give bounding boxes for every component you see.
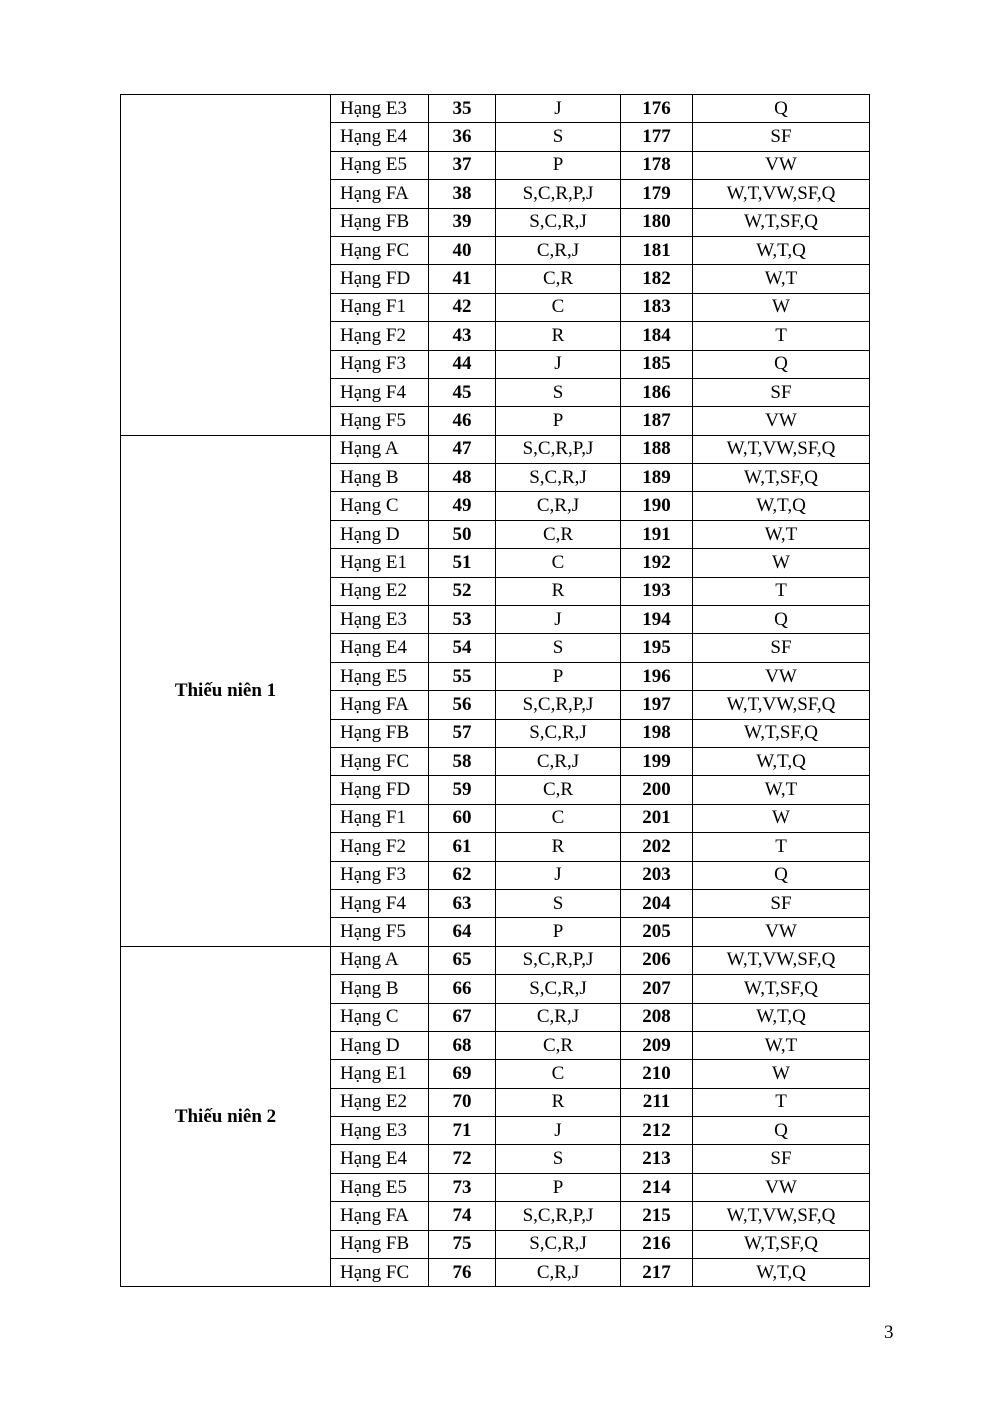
event-codes-cell: R — [496, 833, 621, 861]
class-cell: Hạng F4 — [331, 889, 429, 917]
event-number-cell: 207 — [621, 975, 693, 1003]
event-number-cell: 39 — [429, 208, 496, 236]
event-number-cell: 55 — [429, 662, 496, 690]
event-codes-cell: SF — [693, 634, 870, 662]
class-cell: Hạng E5 — [331, 151, 429, 179]
event-number-cell: 59 — [429, 776, 496, 804]
event-codes-cell: R — [496, 1088, 621, 1116]
table-row — [121, 95, 870, 123]
event-number-cell: 203 — [621, 861, 693, 889]
event-number-cell: 35 — [429, 95, 496, 123]
class-cell: Hạng E2 — [331, 577, 429, 605]
event-codes-cell: W,T,VW,SF,Q — [693, 435, 870, 463]
event-number-cell: 217 — [621, 1259, 693, 1287]
event-codes-cell: SF — [693, 1145, 870, 1173]
event-number-cell: 57 — [429, 719, 496, 747]
class-cell: Hạng FA — [331, 180, 429, 208]
event-codes-cell: W,T — [693, 520, 870, 548]
event-codes-cell: C — [496, 804, 621, 832]
event-codes-cell: SF — [693, 378, 870, 406]
event-codes-cell: W,T,Q — [693, 747, 870, 775]
event-number-cell: 38 — [429, 180, 496, 208]
event-codes-cell: C,R — [496, 265, 621, 293]
event-number-cell: 192 — [621, 549, 693, 577]
class-cell: Hạng F1 — [331, 293, 429, 321]
class-cell: Hạng E3 — [331, 606, 429, 634]
event-codes-cell: W,T,VW,SF,Q — [693, 180, 870, 208]
event-codes-cell: T — [693, 1088, 870, 1116]
event-number-cell: 215 — [621, 1202, 693, 1230]
event-codes-cell: W,T,Q — [693, 1259, 870, 1287]
event-codes-cell: C,R,J — [496, 236, 621, 264]
event-number-cell: 212 — [621, 1117, 693, 1145]
event-number-cell: 178 — [621, 151, 693, 179]
event-codes-cell: S,C,R,P,J — [496, 946, 621, 974]
class-cell: Hạng F2 — [331, 833, 429, 861]
event-codes-cell: R — [496, 577, 621, 605]
event-number-cell: 56 — [429, 691, 496, 719]
event-number-cell: 54 — [429, 634, 496, 662]
event-codes-cell: S,C,R,J — [496, 208, 621, 236]
class-cell: Hạng E5 — [331, 1173, 429, 1201]
event-number-cell: 75 — [429, 1230, 496, 1258]
classification-table — [120, 94, 870, 1287]
event-number-cell: 191 — [621, 520, 693, 548]
class-cell: Hạng F5 — [331, 407, 429, 435]
event-codes-cell: W,T,Q — [693, 236, 870, 264]
event-number-cell: 47 — [429, 435, 496, 463]
event-number-cell: 186 — [621, 378, 693, 406]
event-number-cell: 197 — [621, 691, 693, 719]
event-number-cell: 52 — [429, 577, 496, 605]
event-codes-cell: S,C,R,P,J — [496, 691, 621, 719]
event-number-cell: 204 — [621, 889, 693, 917]
event-number-cell: 198 — [621, 719, 693, 747]
class-cell: Hạng FB — [331, 1230, 429, 1258]
event-codes-cell: C,R — [496, 1031, 621, 1059]
event-number-cell: 180 — [621, 208, 693, 236]
event-codes-cell: P — [496, 918, 621, 946]
event-number-cell: 183 — [621, 293, 693, 321]
event-number-cell: 62 — [429, 861, 496, 889]
class-cell: Hạng FA — [331, 691, 429, 719]
class-cell: Hạng F5 — [331, 918, 429, 946]
event-number-cell: 66 — [429, 975, 496, 1003]
event-number-cell: 71 — [429, 1117, 496, 1145]
event-number-cell: 53 — [429, 606, 496, 634]
event-codes-cell: Q — [693, 350, 870, 378]
class-cell: Hạng F2 — [331, 322, 429, 350]
event-number-cell: 76 — [429, 1259, 496, 1287]
event-codes-cell: C,R,J — [496, 492, 621, 520]
event-codes-cell: W,T,SF,Q — [693, 975, 870, 1003]
class-cell: Hạng FD — [331, 265, 429, 293]
class-cell: Hạng E3 — [331, 1117, 429, 1145]
event-codes-cell: W,T,Q — [693, 1003, 870, 1031]
event-codes-cell: C,R,J — [496, 1003, 621, 1031]
event-number-cell: 216 — [621, 1230, 693, 1258]
event-codes-cell: C,R,J — [496, 747, 621, 775]
event-number-cell: 65 — [429, 946, 496, 974]
event-codes-cell: S,C,R,P,J — [496, 1202, 621, 1230]
event-number-cell: 187 — [621, 407, 693, 435]
class-cell: Hạng E1 — [331, 549, 429, 577]
event-codes-cell: C — [496, 549, 621, 577]
event-number-cell: 176 — [621, 95, 693, 123]
event-codes-cell: Q — [693, 606, 870, 634]
class-cell: Hạng A — [331, 435, 429, 463]
class-cell: Hạng C — [331, 1003, 429, 1031]
event-codes-cell: W,T — [693, 265, 870, 293]
event-codes-cell: J — [496, 861, 621, 889]
event-number-cell: 213 — [621, 1145, 693, 1173]
event-codes-cell: P — [496, 1173, 621, 1201]
event-number-cell: 36 — [429, 123, 496, 151]
event-codes-cell: SF — [693, 889, 870, 917]
event-number-cell: 43 — [429, 322, 496, 350]
event-codes-cell: J — [496, 350, 621, 378]
event-number-cell: 48 — [429, 464, 496, 492]
event-number-cell: 51 — [429, 549, 496, 577]
event-number-cell: 45 — [429, 378, 496, 406]
class-cell: Hạng E4 — [331, 123, 429, 151]
event-number-cell: 202 — [621, 833, 693, 861]
event-codes-cell: C — [496, 1060, 621, 1088]
event-number-cell: 200 — [621, 776, 693, 804]
event-number-cell: 205 — [621, 918, 693, 946]
event-codes-cell: C,R — [496, 520, 621, 548]
class-cell: Hạng FC — [331, 747, 429, 775]
event-number-cell: 206 — [621, 946, 693, 974]
event-codes-cell: C,R — [496, 776, 621, 804]
event-codes-cell: P — [496, 662, 621, 690]
event-number-cell: 181 — [621, 236, 693, 264]
event-number-cell: 61 — [429, 833, 496, 861]
class-cell: Hạng F1 — [331, 804, 429, 832]
event-codes-cell: C,R,J — [496, 1259, 621, 1287]
event-codes-cell: C — [496, 293, 621, 321]
class-cell: Hạng E5 — [331, 662, 429, 690]
class-cell: Hạng E1 — [331, 1060, 429, 1088]
event-codes-cell: W,T,Q — [693, 492, 870, 520]
event-codes-cell: S,C,R,J — [496, 975, 621, 1003]
event-codes-cell: J — [496, 95, 621, 123]
event-number-cell: 193 — [621, 577, 693, 605]
class-cell: Hạng B — [331, 975, 429, 1003]
event-codes-cell: SF — [693, 123, 870, 151]
event-number-cell: 179 — [621, 180, 693, 208]
event-number-cell: 194 — [621, 606, 693, 634]
class-cell: Hạng F4 — [331, 378, 429, 406]
event-codes-cell: VW — [693, 662, 870, 690]
class-cell: Hạng E3 — [331, 95, 429, 123]
class-cell: Hạng A — [331, 946, 429, 974]
event-codes-cell: S,C,R,P,J — [496, 435, 621, 463]
class-cell: Hạng E4 — [331, 634, 429, 662]
event-number-cell: 185 — [621, 350, 693, 378]
class-cell: Hạng FD — [331, 776, 429, 804]
event-codes-cell: W — [693, 804, 870, 832]
event-number-cell: 69 — [429, 1060, 496, 1088]
event-number-cell: 177 — [621, 123, 693, 151]
event-number-cell: 199 — [621, 747, 693, 775]
event-codes-cell: W,T,SF,Q — [693, 464, 870, 492]
class-cell: Hạng D — [331, 1031, 429, 1059]
event-number-cell: 184 — [621, 322, 693, 350]
class-cell: Hạng F3 — [331, 350, 429, 378]
group-label-cell: Thiếu niên 2 — [121, 946, 331, 1287]
event-number-cell: 210 — [621, 1060, 693, 1088]
event-number-cell: 72 — [429, 1145, 496, 1173]
event-number-cell: 50 — [429, 520, 496, 548]
class-cell: Hạng FB — [331, 208, 429, 236]
event-codes-cell: S — [496, 889, 621, 917]
event-number-cell: 37 — [429, 151, 496, 179]
event-number-cell: 209 — [621, 1031, 693, 1059]
event-number-cell: 49 — [429, 492, 496, 520]
event-number-cell: 189 — [621, 464, 693, 492]
event-number-cell: 44 — [429, 350, 496, 378]
event-codes-cell: Q — [693, 861, 870, 889]
event-codes-cell: S,C,R,J — [496, 1230, 621, 1258]
event-number-cell: 208 — [621, 1003, 693, 1031]
event-codes-cell: VW — [693, 407, 870, 435]
event-codes-cell: T — [693, 833, 870, 861]
table-row — [121, 435, 870, 463]
event-number-cell: 63 — [429, 889, 496, 917]
event-codes-cell: W — [693, 293, 870, 321]
event-codes-cell: W,T,SF,Q — [693, 719, 870, 747]
event-number-cell: 211 — [621, 1088, 693, 1116]
event-codes-cell: J — [496, 1117, 621, 1145]
event-codes-cell: W,T,VW,SF,Q — [693, 1202, 870, 1230]
event-number-cell: 73 — [429, 1173, 496, 1201]
group-label-cell: Thiếu niên 1 — [121, 435, 331, 946]
page-number: 3 — [884, 1322, 894, 1343]
event-codes-cell: VW — [693, 151, 870, 179]
event-codes-cell: T — [693, 577, 870, 605]
event-codes-cell: W,T,SF,Q — [693, 1230, 870, 1258]
event-codes-cell: T — [693, 322, 870, 350]
event-codes-cell: W,T — [693, 1031, 870, 1059]
class-cell: Hạng F3 — [331, 861, 429, 889]
event-number-cell: 74 — [429, 1202, 496, 1230]
event-number-cell: 46 — [429, 407, 496, 435]
table-row — [121, 946, 870, 974]
event-number-cell: 60 — [429, 804, 496, 832]
event-codes-cell: S — [496, 634, 621, 662]
class-cell: Hạng E4 — [331, 1145, 429, 1173]
event-codes-cell: P — [496, 151, 621, 179]
class-cell: Hạng B — [331, 464, 429, 492]
event-codes-cell: J — [496, 606, 621, 634]
event-codes-cell: S,C,R,J — [496, 719, 621, 747]
event-number-cell: 58 — [429, 747, 496, 775]
event-number-cell: 41 — [429, 265, 496, 293]
event-codes-cell: W,T,VW,SF,Q — [693, 691, 870, 719]
event-codes-cell: W,T,VW,SF,Q — [693, 946, 870, 974]
class-cell: Hạng D — [331, 520, 429, 548]
event-number-cell: 188 — [621, 435, 693, 463]
class-cell: Hạng FC — [331, 1259, 429, 1287]
event-codes-cell: W — [693, 549, 870, 577]
class-cell: Hạng C — [331, 492, 429, 520]
event-codes-cell: Q — [693, 1117, 870, 1145]
event-number-cell: 67 — [429, 1003, 496, 1031]
class-cell: Hạng E2 — [331, 1088, 429, 1116]
event-number-cell: 64 — [429, 918, 496, 946]
event-number-cell: 190 — [621, 492, 693, 520]
event-codes-cell: S,C,R,J — [496, 464, 621, 492]
class-cell: Hạng FB — [331, 719, 429, 747]
event-codes-cell: S,C,R,P,J — [496, 180, 621, 208]
event-number-cell: 196 — [621, 662, 693, 690]
event-number-cell: 214 — [621, 1173, 693, 1201]
event-number-cell: 42 — [429, 293, 496, 321]
table-body — [121, 95, 870, 1287]
event-number-cell: 40 — [429, 236, 496, 264]
event-codes-cell: R — [496, 322, 621, 350]
event-codes-cell: P — [496, 407, 621, 435]
event-codes-cell: S — [496, 123, 621, 151]
event-number-cell: 70 — [429, 1088, 496, 1116]
event-codes-cell: W,T,SF,Q — [693, 208, 870, 236]
event-codes-cell: W — [693, 1060, 870, 1088]
event-number-cell: 182 — [621, 265, 693, 293]
event-number-cell: 201 — [621, 804, 693, 832]
event-codes-cell: Q — [693, 95, 870, 123]
event-number-cell: 195 — [621, 634, 693, 662]
class-cell: Hạng FC — [331, 236, 429, 264]
event-codes-cell: VW — [693, 918, 870, 946]
event-codes-cell: S — [496, 378, 621, 406]
event-codes-cell: W,T — [693, 776, 870, 804]
class-cell: Hạng FA — [331, 1202, 429, 1230]
group-label-cell — [121, 95, 331, 436]
event-codes-cell: S — [496, 1145, 621, 1173]
event-codes-cell: VW — [693, 1173, 870, 1201]
event-number-cell: 68 — [429, 1031, 496, 1059]
